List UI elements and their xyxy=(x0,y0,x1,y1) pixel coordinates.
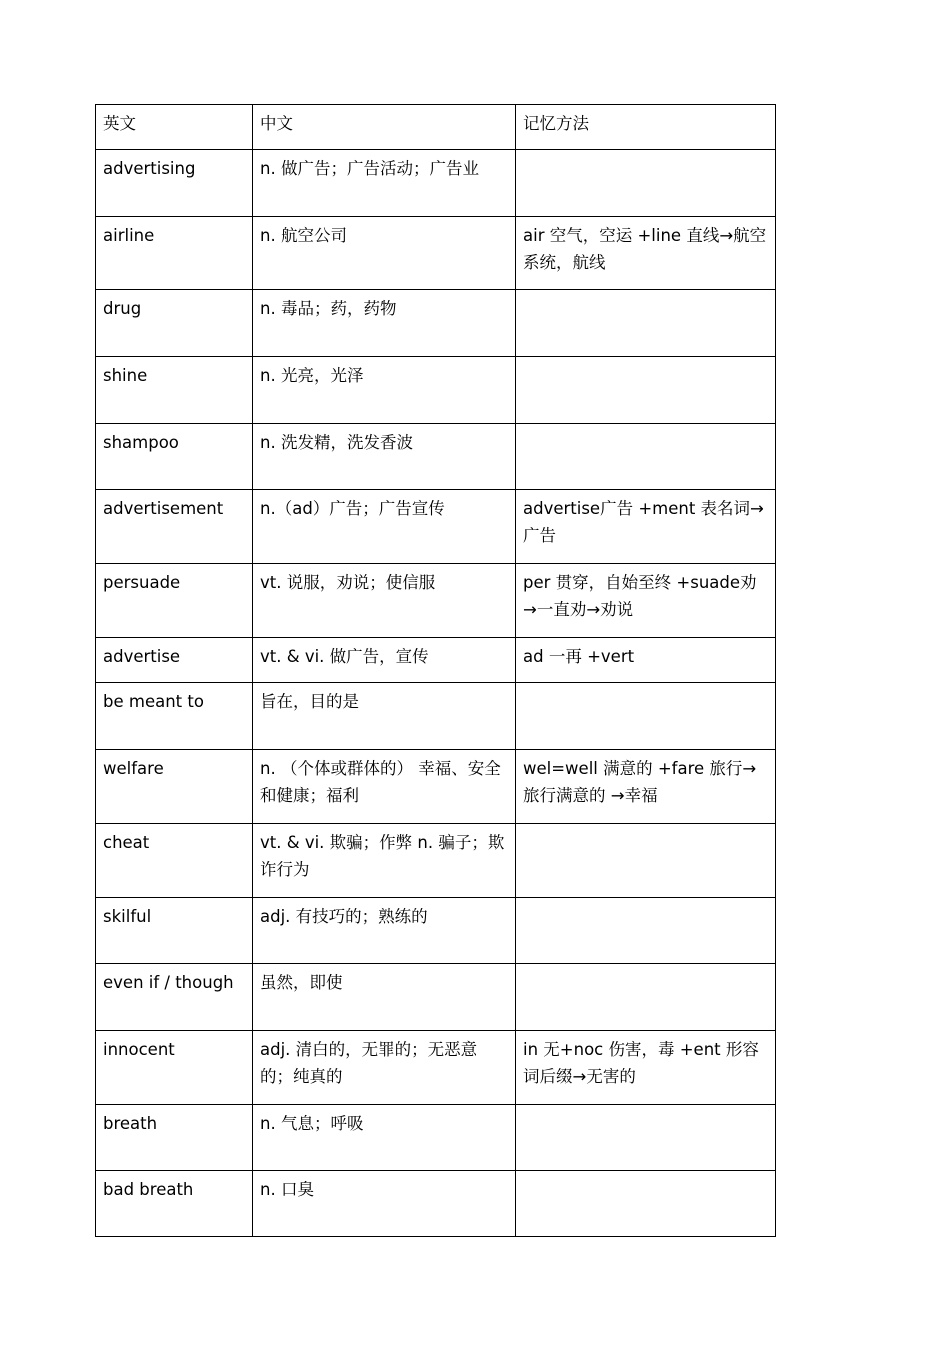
cell-chinese: n. 毒品；药，药物 xyxy=(253,290,516,357)
cell-english: innocent xyxy=(96,1031,253,1105)
cell-memory-method xyxy=(516,898,776,964)
table-row xyxy=(96,750,776,824)
cell-memory-method: in 无+noc 伤害，毒 +ent 形容词后缀→无害的 xyxy=(516,1031,776,1105)
cell-english: advertising xyxy=(96,150,253,217)
table-row xyxy=(96,490,776,564)
table-row xyxy=(96,683,776,750)
table-row xyxy=(96,824,776,898)
cell-chinese: n. 洗发精，洗发香波 xyxy=(253,424,516,490)
table-row xyxy=(96,964,776,1031)
cell-memory-method xyxy=(516,150,776,217)
table-row xyxy=(96,290,776,357)
cell-memory-method xyxy=(516,424,776,490)
cell-chinese: adj. 有技巧的；熟练的 xyxy=(253,898,516,964)
cell-english: even if / though xyxy=(96,964,253,1031)
cell-chinese: n. 光亮，光泽 xyxy=(253,357,516,424)
header-chinese: 中文 xyxy=(253,105,516,150)
cell-memory-method xyxy=(516,1105,776,1171)
cell-memory-method: ad 一再 +vert xyxy=(516,638,776,683)
cell-english: cheat xyxy=(96,824,253,898)
table-row xyxy=(96,1031,776,1105)
cell-english: advertise xyxy=(96,638,253,683)
cell-english: airline xyxy=(96,217,253,290)
table-header-row xyxy=(96,105,776,150)
header-english: 英文 xyxy=(96,105,253,150)
cell-english: shine xyxy=(96,357,253,424)
cell-english: persuade xyxy=(96,564,253,638)
cell-chinese: 虽然，即使 xyxy=(253,964,516,1031)
table-row xyxy=(96,424,776,490)
cell-memory-method: wel=well 满意的 +fare 旅行→旅行满意的 →幸福 xyxy=(516,750,776,824)
cell-chinese: n. （个体或群体的） 幸福、安全和健康；福利 xyxy=(253,750,516,824)
cell-chinese: n. 航空公司 xyxy=(253,217,516,290)
cell-chinese: vt. & vi. 欺骗；作弊 n. 骗子；欺诈行为 xyxy=(253,824,516,898)
cell-chinese: n. 气息；呼吸 xyxy=(253,1105,516,1171)
cell-memory-method xyxy=(516,1171,776,1237)
table-row xyxy=(96,564,776,638)
vocabulary-table xyxy=(95,104,776,1237)
cell-chinese: adj. 清白的，无罪的；无恶意的；纯真的 xyxy=(253,1031,516,1105)
cell-memory-method xyxy=(516,824,776,898)
cell-chinese: n.（ad）广告；广告宣传 xyxy=(253,490,516,564)
table-row xyxy=(96,1105,776,1171)
cell-chinese: 旨在，目的是 xyxy=(253,683,516,750)
table-row xyxy=(96,638,776,683)
cell-memory-method xyxy=(516,357,776,424)
table-row xyxy=(96,357,776,424)
cell-memory-method xyxy=(516,683,776,750)
header-memory-method: 记忆方法 xyxy=(516,105,776,150)
cell-chinese: n. 做广告；广告活动；广告业 xyxy=(253,150,516,217)
cell-chinese: n. 口臭 xyxy=(253,1171,516,1237)
cell-memory-method: air 空气，空运 +line 直线→航空系统，航线 xyxy=(516,217,776,290)
cell-memory-method: advertise广告 +ment 表名词→广告 xyxy=(516,490,776,564)
cell-english: skilful xyxy=(96,898,253,964)
cell-memory-method: per 贯穿，自始至终 +suade劝→一直劝→劝说 xyxy=(516,564,776,638)
cell-english: welfare xyxy=(96,750,253,824)
cell-english: drug xyxy=(96,290,253,357)
cell-memory-method xyxy=(516,290,776,357)
table-row xyxy=(96,898,776,964)
table-row xyxy=(96,150,776,217)
cell-chinese: vt. 说服，劝说；使信服 xyxy=(253,564,516,638)
cell-english: shampoo xyxy=(96,424,253,490)
cell-english: advertisement xyxy=(96,490,253,564)
cell-english: bad breath xyxy=(96,1171,253,1237)
cell-chinese: vt. & vi. 做广告，宣传 xyxy=(253,638,516,683)
table-row xyxy=(96,1171,776,1237)
cell-english: breath xyxy=(96,1105,253,1171)
cell-english: be meant to xyxy=(96,683,253,750)
table-row xyxy=(96,217,776,290)
cell-memory-method xyxy=(516,964,776,1031)
